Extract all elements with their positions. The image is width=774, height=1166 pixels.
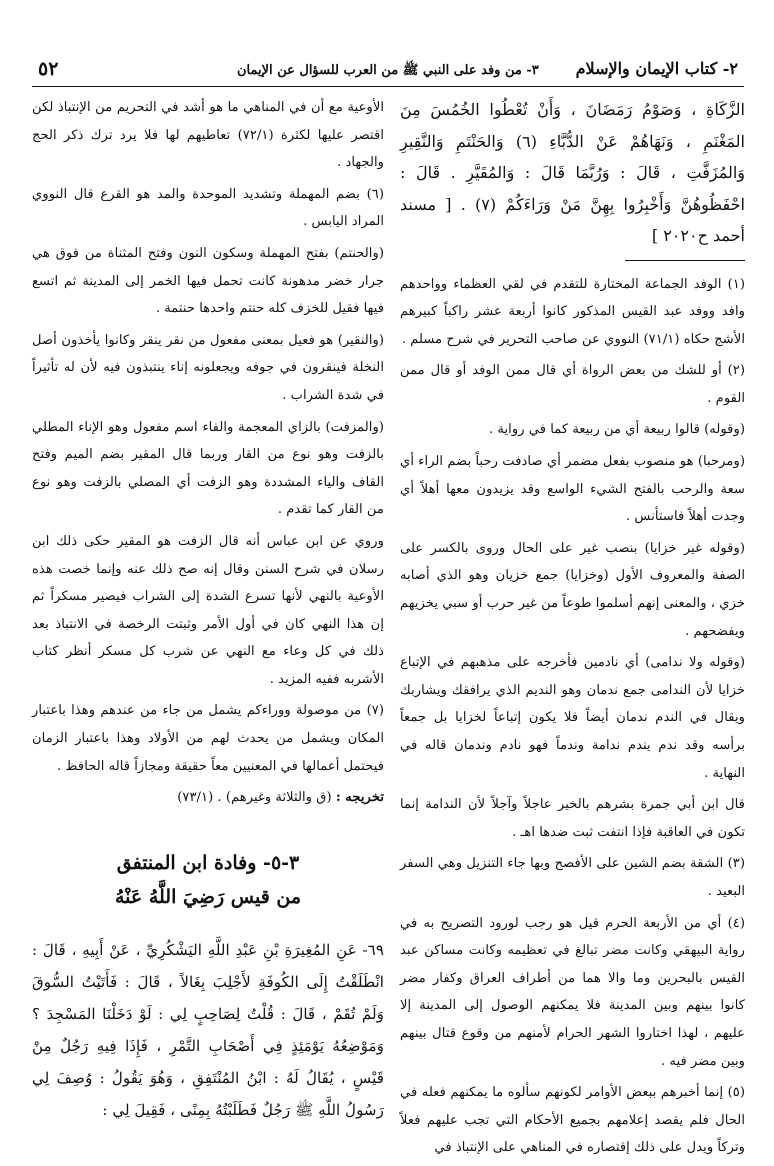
running-title: ٣- من وفد على النبي ﷺ من العرب للسؤال عن الإيمان — [237, 63, 539, 78]
footnote: (ومرحبا) هو منصوب بفعل مضمر أي صادفت رحباً بضم الراء أي سعة والرحب بالفتح الشيء الواسع وقد يزيدون معها أهلاً أي وجدت أهلاً فاستأنس . — [400, 454, 745, 525]
footnote: (٣) الشقة بضم الشين على الأفصح وبها جاء التنزيل وهي السفر البعيد . — [400, 856, 745, 899]
page-number: ٥٢ — [38, 58, 59, 80]
footnote: (٥) إنما أخبرهم ببعض الأوامر لكونهم سألوه ما يمكنهم فعله في الحال فلم يقصد إعلامهم بجميع الأحكام التي تجب عليهم فعلاً وتركاً ويدل على ذلك إقتصاره في المناهي على الإنتباذ في — [400, 1085, 745, 1156]
footnote: (والنقير) هو فعيل بمعنى مفعول من نقر ينقر وكانوا يأخذون أصل النخلة فينقرون في جوفه ويجعلونه إناء ينتبذون فيه لأن له تأثيراً في شدة الشراب . — [32, 332, 384, 403]
footnote: (والحنتم) بفتح المهملة وسكون النون وفتح المثناة من فوق هي جرار خضر مدهونة كانت تحمل فيها الخمر إلى المدينة ثم اتسع فيها فقيل للخزف كله حنتم واحدها حنتمة . — [32, 245, 384, 317]
hadith-text: ٦٩- عَنِ المُغِيرَةِ بْنِ عَبْدِ اللَّهِ اليَشْكُرِيِّ ، عَنْ أَبِيهِ ، قَالَ : انْطَلَقْتُ إِلَى الكُوفَةِ لأَجْلِبَ بِغَالاً ، قَالَ : فَأَتَيْتُ السُّوقَ وَلَمْ تُقَمْ ، قَالَ : قُلْتُ لِصَاحِبٍ لِي : لَوْ دَخَلْنَا المَسْجِدَ ؟ وَمَوْضِعُهُ يَوْمَئِذٍ فِي أَصْحَابِ التَّمْرِ ، فَإِذَا فِيهِ رَجُلٌ مِنْ قَيْسٍ ، يُقَالُ لَهُ : ابْنُ المُنْتَفِقِ ، وَهُوَ يَقُولُ : وُصِفَ لِي رَسُولُ اللَّهِ ﷺ رَجُلٌ فَطَلَبْتُهُ بِمِنًى ، فَقِيلَ لِي : — [32, 940, 384, 1119]
chapter-title: ٢- كتاب الإيمان والإسلام — [575, 59, 738, 78]
footnote: (١) الوفد الجماعة المختارة للتقدم في لقي العظماء وواحدهم وافد ووفد عبد القيس المذكور كانوا أربعة عشر راكباً كبيرهم الأشج حكاه (٧١/١) النووي عن صاحب التحرير في شرح مسلم . — [400, 276, 745, 347]
hadith-text-continued: الزَّكَاةِ ، وَصَوْمُ رَمَضَانَ ، وَأَنْ تُعْطُوا الخُمُسَ مِنَ المَغْنَمِ ، وَنَهَاهُمْ عَنْ الدُّبَّاءِ (٦) وَالحَنْتَمِ وَالنَّقِيرِ وَالمُزَفَّتِ ، قَالَ : وَرُبَّمَا قَالَ : وَالمُقَيَّرِ . قَالَ : احْفَظُوهُنَّ وَأَخْبِرُوا بِهِنَّ مَنْ وَرَاءَكُمْ (٧) . [ مسند أحمد ح٢٠٢٠ ] — [400, 100, 746, 245]
footnote: وروي عن ابن عباس أنه قال الزفت هو المقير حكى ذلك ابن رسلان في شرح السنن وقال إنه صح ذلك عنه وإنما خصت هذه الأوعية بالنهي لأنها تسرع الشدة إلى الشراب فيصير مسكراً ثم إن هذا النهي كان في أول الأمر وثبتت الرخصة في الانتباذ بعد ذلك في كل وعاء مع النهي عن شرب كل مسكر أنظر كتاب الأشربه ففيه المزيد . — [32, 533, 384, 687]
footnote: الأوعية مع أن في المناهي ما هو أشد في التحريم من الإنتباذ لكن اقتصر عليها لكثرة (٧٢/١) تعاطيهم لها فلا يرد ترك ذكر الحج والجهاد . — [32, 100, 384, 171]
footnote: (٧) من موصولة ووراءكم يشمل من جاء من عندهم وهذا باعتبار المكان ويشمل من يحدث لهم من الأولاد وهذا باعتبار الزمان فيحتمل أعمالها في المعنيين معاً حقيقة ومجازاً قاله الحافظ . — [32, 703, 384, 774]
section-title-line2: من قيس رَضِيَ اللَّهُ عَنْهُ — [114, 885, 302, 908]
left-column — [32, 94, 384, 1130]
page-header — [32, 54, 744, 87]
footnote: (٢) أو للشك من بعض الرواة أي قال ممن الوفد أو قال ممن القوم . — [400, 363, 745, 406]
takhrij-label: تخريجه : — [335, 790, 384, 806]
footnote: (وقوله غير خزايا) بنصب غير على الحال وروى بالكسر على الصفة والمعروف الأول (وخزايا) جمع خزيان وهو الذي أصابه خزي ، والمعنى إنهم أسلموا طوعاً من غير حرب أو سبي يخزيهم ويفضحهم . — [400, 540, 745, 639]
footnote: (والمزفت) بالزاي المعجمة والفاء اسم مفعول وهو الإناء المطلي بالزفت وهو نوع من القار وربما قال المقير بضم الميم وفتح القاف والياء المشددة وهو الزفت أي المصلي بالزفت وهو نوع من القار كما تقدم . — [32, 419, 384, 518]
section-title-line1: ٣-٥- وفادة ابن المنتفق — [116, 851, 300, 874]
footnote: قال ابن أبي جمرة بشرهم بالخير عاجلاً وآجلاً لأن الندامة إنما تكون في العاقبة فإذا انتفت ثبت ضدها اهـ . — [400, 797, 745, 840]
footnote: (٤) أي من الأربعة الحرم قيل هو رجب لورود التصريح به في رواية البيهقي وكانت مضر تبالغ في تعظيمه وكانت مساكن عبد القيس بالبحرين وما والا هما من أطراف العراق وكفار مضر كانوا بينهم وبين المدينة فلا يمكنهم الوصول إلى المدينة إلا عليهم ، لهذا اختاروا الشهر الحرام لأمنهم من وقوع قتال بينهم وبين مضر فيه . — [400, 915, 745, 1069]
footnote: (وقوله ولا ندامى) أي نادمين فأخرجه على مذهبهم في الإتباع خزايا لأن الندامى جمع ندمان وهو النديم الذي يرافقك ويشاربك ويقال في الندم ندمان أيضاً فلا يكون إتباعاً لخزايا بل جمعاً برأسه وقد ندم يندم ندامة وندماً فهو نادم وندمان قاله في النهاية . — [400, 655, 745, 781]
footnote-separator — [625, 260, 745, 261]
footnote: (وقوله) قالوا ربيعة أي من ربيعة كما في رواية . — [489, 422, 745, 438]
takhrij-text: (ق والثلاثة وغيرهم) . (٧٣/١) — [177, 790, 332, 806]
takhrij — [32, 784, 384, 812]
section-heading — [32, 846, 384, 914]
right-column — [400, 94, 745, 1166]
footnote: (٦) بضم المهملة وتشديد الموحدة والمد هو القرع قال النووي المراد اليابس . — [32, 186, 384, 230]
